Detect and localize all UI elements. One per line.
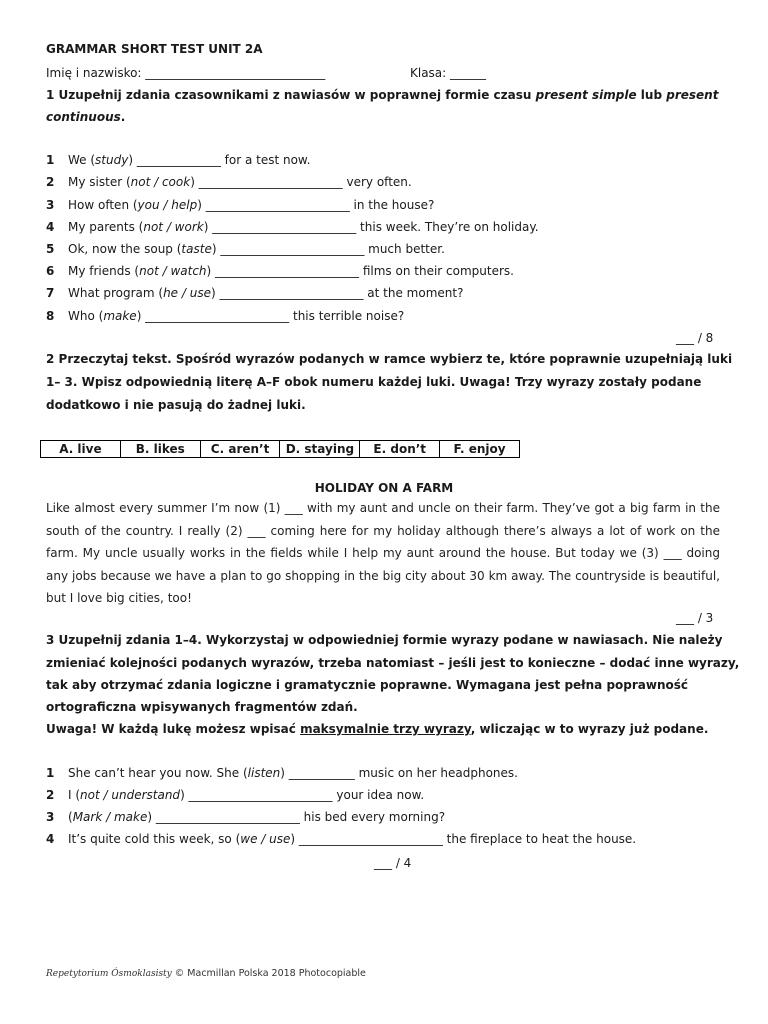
ex3-note-underlined: maksymalnie trzy wyrazy <box>300 722 471 736</box>
ex2-instruction-l1: 2 Przeczytaj tekst. Spośród wyrazów podanych w ramce wybierz te, które poprawnie uzupełniają luki <box>46 352 733 366</box>
item-text: We (study) ______________ for a test now. <box>68 153 311 167</box>
item-text: What program (he / use) ________________________ at the moment? <box>68 286 464 300</box>
option-c: C. aren’t <box>200 441 280 458</box>
ex3-instruction-l1: 3 Uzupełnij zdania 1–4. Wykorzystaj w odpowiedniej formie wyrazy podane w nawiasach. Nie należy <box>46 633 723 647</box>
ex1-instr-present: present <box>666 88 719 102</box>
ex1-instruction-cont <box>46 110 125 124</box>
ex1-instr-continuous: continuous <box>46 110 121 124</box>
item-text: Ok, now the soup (taste) ________________________ much better. <box>68 242 445 256</box>
item-number: 8 <box>46 309 55 323</box>
ex1-score: ___ / 8 <box>676 331 714 345</box>
ex2-instruction-l2: 1– 3. Wpisz odpowiednią literę A–F obok numeru każdej luki. Uwaga! Trzy wyrazy zostały podane <box>46 375 702 389</box>
ex3-instruction-l4: ortograficzna wpisywanych fragmentów zdań. <box>46 700 358 714</box>
option-a: A. live <box>41 441 121 458</box>
item-text: It’s quite cold this week, so (we / use) ________________________ the fireplace to heat the house. <box>68 832 637 846</box>
item-number: 4 <box>46 220 55 234</box>
item-text: My parents (not / work) ________________________ this week. They’re on holiday. <box>68 220 539 234</box>
item-number: 5 <box>46 242 55 256</box>
ex1-instr-present-simple: present simple <box>535 88 637 102</box>
item-number: 1 <box>46 766 55 780</box>
class-label: Klasa: <box>410 66 451 80</box>
ex3-note-a: Uwaga! W każdą lukę możesz wpisać <box>46 722 301 736</box>
ex1-instruction <box>46 88 718 102</box>
text-title: HOLIDAY ON A FARM <box>314 481 454 495</box>
option-b: B. likes <box>120 441 200 458</box>
ex3-note <box>46 722 708 736</box>
item-number: 1 <box>46 153 55 167</box>
item-number: 6 <box>46 264 55 278</box>
option-d: D. staying <box>280 441 360 458</box>
option-e: E. don’t <box>360 441 440 458</box>
item-number: 7 <box>46 286 55 300</box>
item-number: 4 <box>46 832 55 846</box>
name-line <box>46 66 325 80</box>
ex2-score: ___ / 3 <box>676 611 714 625</box>
ex3-instruction-l3: tak aby otrzymać zdania logiczne i gramatycznie poprawne. Wymagana jest pełna poprawność <box>46 678 689 692</box>
ex1-instr-text: 1 Uzupełnij zdania czasownikami z nawiasów w poprawnej formie czasu <box>46 88 536 102</box>
item-text: (Mark / make) ________________________ his bed every morning? <box>68 810 446 824</box>
item-text: My friends (not / watch) ________________________ films on their computers. <box>68 264 514 278</box>
footer-source: Repetytorium Ósmoklasisty <box>46 969 172 979</box>
ex1-instr-dot: . <box>120 110 126 124</box>
test-title: GRAMMAR SHORT TEST UNIT 2A <box>46 42 263 56</box>
options-box <box>40 440 520 458</box>
ex1-instr-or: lub <box>636 88 667 102</box>
class-line <box>410 66 486 80</box>
item-number: 2 <box>46 788 55 802</box>
ex2-instruction-l3: dodatkowo i nie pasują do żadnej luki. <box>46 398 306 412</box>
item-number: 3 <box>46 810 55 824</box>
item-text: She can’t hear you now. She (listen) ___________ music on her headphones. <box>68 766 518 780</box>
name-label: Imię i nazwisko: <box>46 66 146 80</box>
ex3-score: ___ / 4 <box>374 856 412 870</box>
item-number: 2 <box>46 175 55 189</box>
name-blank: ______________________________ <box>145 66 326 80</box>
option-f: F. enjoy <box>440 441 520 458</box>
item-text: Who (make) ________________________ this terrible noise? <box>68 309 405 323</box>
footer-copyright: © Macmillan Polska 2018 Photocopiable <box>171 968 366 979</box>
reading-text: Like almost every summer I’m now (1) ___ with my aunt and uncle on their farm. They’ve got a big farm in the south of the country. I really (2) ___ coming here for my holiday although there’s always a lot of work on the farm. My uncle usually works in the fields while I help my aunt around the house. But today we (3) ___ doing any jobs because we have a plan to go shopping in the big city about 30 km away. The countryside is beautiful, but I love big cities, too! <box>46 501 720 605</box>
item-text: I (not / understand) ________________________ your idea now. <box>68 788 425 802</box>
footer <box>46 968 366 979</box>
item-text: My sister (not / cook) ________________________ very often. <box>68 175 412 189</box>
item-text: How often (you / help) ________________________ in the house? <box>68 198 435 212</box>
item-number: 3 <box>46 198 55 212</box>
ex3-instruction-l2: zmieniać kolejności podanych wyrazów, trzeba natomiast – jeśli jest to konieczne – dodać inne wyrazy, <box>46 656 740 670</box>
ex3-note-b: , wliczając w to wyrazy już podane. <box>470 722 709 736</box>
class-blank: ______ <box>450 66 487 80</box>
